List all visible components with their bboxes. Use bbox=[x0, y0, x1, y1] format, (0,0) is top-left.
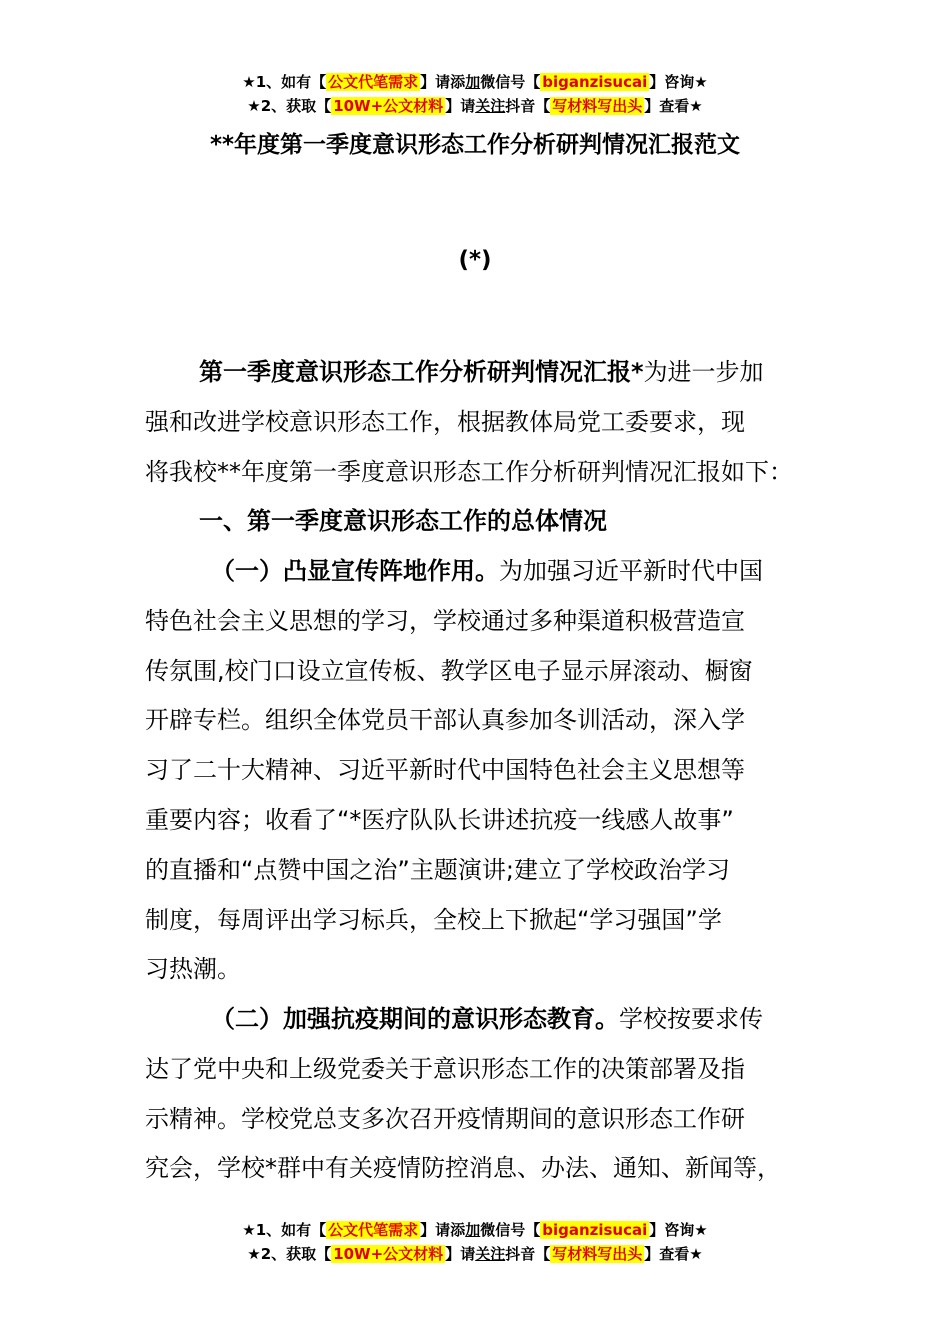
banner-line-1-mid-2: 微信号【 bbox=[480, 73, 541, 91]
footer-line-1-mid-1: 】请添 bbox=[420, 1221, 466, 1239]
banner-line-1-emphasis: 加 bbox=[465, 73, 481, 91]
paragraph-2-line-1 bbox=[145, 995, 835, 1045]
paragraph-1-line-1 bbox=[145, 547, 835, 597]
footer-line-2-highlight-1: 10W+公文材料 bbox=[333, 1245, 444, 1263]
banner-line-1 bbox=[0, 70, 950, 94]
paragraph-2-bold-lead: （二）加强抗疫期间的意识形态教育。 bbox=[211, 1005, 619, 1033]
paragraph-2-line: 究会，学校*群中有关疫情防控消息、办法、通知、新闻等， bbox=[145, 1154, 781, 1183]
footer-line-2-highlight-2: 写材料写出头 bbox=[552, 1245, 643, 1263]
intro-line-3: 将我校**年度第一季度意识形态工作分析研判情况汇报如下： bbox=[145, 457, 793, 486]
paragraph-2-line: 达了党中央和上级党委关于意识形态工作的决策部署及指 bbox=[145, 1054, 745, 1083]
banner-line-2-mid-2: 抖音【 bbox=[505, 97, 551, 115]
footer-line-1-mid-2: 微信号【 bbox=[480, 1221, 541, 1239]
paragraph-2-line-1-rest: 学校按要求传 bbox=[619, 1005, 763, 1033]
banner-line-2-suffix: 】查看★ bbox=[644, 97, 703, 115]
intro-line-1-rest: 为进一步加 bbox=[643, 358, 764, 386]
banner-line-2-emphasis: 关注 bbox=[475, 97, 506, 115]
paragraph-1-line: 开辟专栏。组织全体党员干部认真参加冬训活动，深入学 bbox=[145, 706, 745, 735]
banner-line-2 bbox=[0, 94, 950, 118]
footer-line-1-prefix: ★1、如有【 bbox=[242, 1221, 327, 1239]
banner-line-2-mid-1: 】请 bbox=[445, 97, 476, 115]
banner-line-2-highlight-1: 10W+公文材料 bbox=[333, 97, 444, 115]
banner-line-1-highlight-1: 公文代笔需求 bbox=[328, 73, 419, 91]
footer-line-2-mid-2: 抖音【 bbox=[505, 1245, 551, 1263]
document-subtitle: (*) bbox=[458, 247, 492, 273]
banner-line-2-highlight-2: 写材料写出头 bbox=[552, 97, 643, 115]
banner-line-1-mid-1: 】请添 bbox=[420, 73, 466, 91]
paragraph-1-line: 习热潮。 bbox=[145, 955, 241, 984]
intro-paragraph bbox=[145, 348, 835, 547]
footer-banner-line-1 bbox=[0, 1218, 950, 1242]
paragraph-2-line: 示精神。学校党总支多次召开疫情期间的意识形态工作研 bbox=[145, 1104, 745, 1133]
banner-line-1-prefix: ★1、如有【 bbox=[242, 73, 327, 91]
footer-line-1-highlight-1: 公文代笔需求 bbox=[328, 1221, 419, 1239]
footer-line-2-prefix: ★2、获取【 bbox=[247, 1245, 332, 1263]
intro-line-2: 强和改进学校意识形态工作，根据教体局党工委要求，现 bbox=[145, 407, 745, 436]
paragraph-1-line: 特色社会主义思想的学习，学校通过多种渠道积极营造宣 bbox=[145, 606, 745, 635]
footer-line-2-emphasis: 关注 bbox=[475, 1245, 506, 1263]
paragraph-1-line-1-rest: 为加强习近平新时代中国 bbox=[499, 557, 763, 585]
paragraph-1-line: 重要内容；收看了“*医疗队队长讲述抗疫一线感人故事” bbox=[145, 805, 734, 834]
intro-line-1 bbox=[145, 348, 835, 398]
intro-bold-lead: 第一季度意识形态工作分析研判情况汇报* bbox=[199, 358, 644, 386]
banner-line-1-suffix: 】咨询★ bbox=[649, 73, 708, 91]
footer-line-1-emphasis: 加 bbox=[465, 1221, 481, 1239]
banner-line-2-prefix: ★2、获取【 bbox=[247, 97, 332, 115]
paragraph-1-line: 的直播和“点赞中国之治”主题演讲;建立了学校政治学习 bbox=[145, 855, 730, 884]
footer-banner bbox=[0, 1218, 950, 1266]
footer-line-2-suffix: 】查看★ bbox=[644, 1245, 703, 1263]
paragraph-1-line: 制度，每周评出学习标兵，全校上下掀起“学习强国”学 bbox=[145, 905, 722, 934]
banner-line-1-highlight-2: biganzisucai bbox=[542, 73, 648, 91]
footer-line-2-mid-1: 】请 bbox=[445, 1245, 476, 1263]
paragraph-1 bbox=[145, 547, 835, 995]
footer-banner-line-2 bbox=[0, 1242, 950, 1266]
paragraph-1-bold-lead: （一）凸显宣传阵地作用。 bbox=[211, 557, 499, 585]
footer-line-1-suffix: 】咨询★ bbox=[649, 1221, 708, 1239]
document-title: **年度第一季度意识形态工作分析研判情况汇报范文 bbox=[209, 132, 741, 158]
paragraph-1-line: 传氛围,校门口设立宣传板、教学区电子显示屏滚动、橱窗 bbox=[145, 656, 753, 685]
paragraph-2 bbox=[145, 995, 835, 1194]
footer-line-1-highlight-2: biganzisucai bbox=[542, 1221, 648, 1239]
paragraph-1-line: 习了二十大精神、习近平新时代中国特色社会主义思想等 bbox=[145, 756, 745, 785]
section-1-heading: 一、第一季度意识形态工作的总体情况 bbox=[199, 507, 607, 536]
header-banner bbox=[0, 70, 950, 118]
